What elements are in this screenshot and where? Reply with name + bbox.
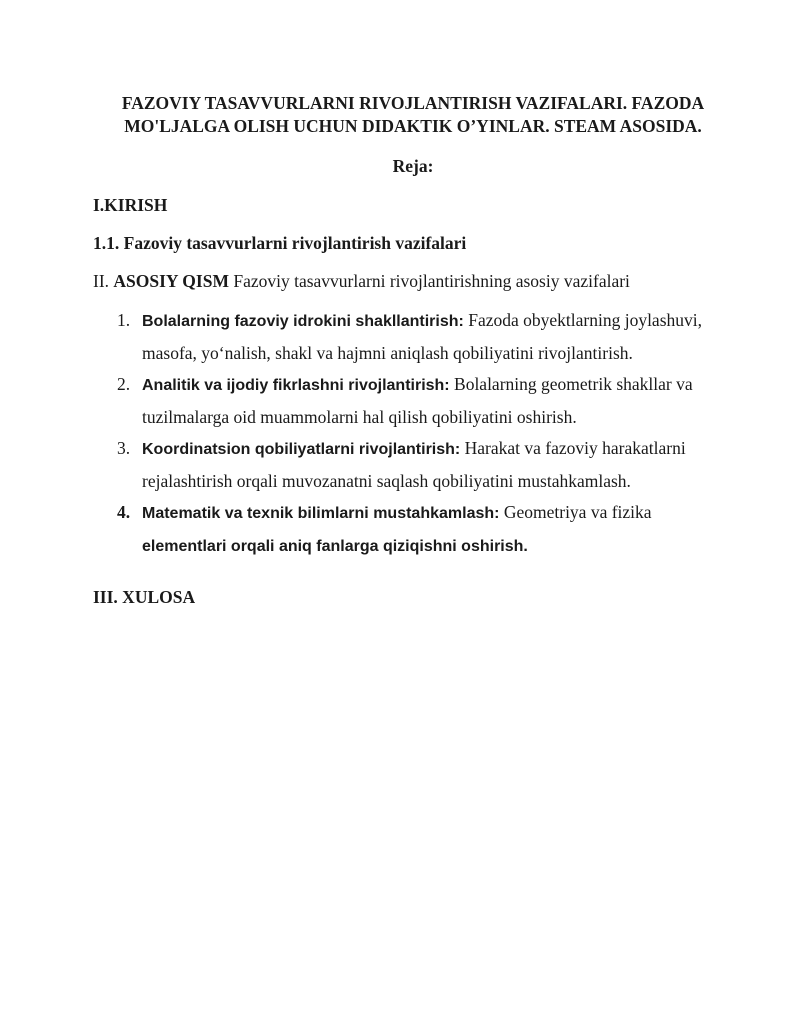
document-page — [93, 92, 733, 608]
section-2-rest: Fazoviy tasavvurlarni rivojlantirishning asosiy vazifalari — [233, 271, 630, 291]
subsection-1-1: 1.1. Fazoviy tasavvurlarni rivojlantirish vazifalari — [93, 233, 467, 253]
list-number: 1. — [117, 310, 131, 330]
list-number: 3. — [117, 438, 131, 458]
list-item-lead: Bolalarning fazoviy idrokini shakllantirish: — [142, 313, 464, 330]
list-number: 2. — [117, 374, 131, 394]
section-2-prefix: II. — [93, 271, 110, 291]
section-kirish: I.KIRISH — [93, 195, 168, 215]
section-xulosa: III. XULOSA — [93, 587, 196, 607]
list-item — [93, 369, 733, 433]
list-item — [93, 433, 733, 497]
list-item-text: Harakat va fazoviy harakatlarni rejalashtirish orqali muvozanatni saqlash qobiliyatini mustahkamlash. — [142, 438, 686, 491]
list-item-lead: Koordinatsion qobiliyatlarni rivojlantirish: — [142, 441, 461, 458]
title-line-1: FAZOVIY TASAVVURLARNI RIVOJLANTIRISH VAZIFALARI. FAZODA — [121, 93, 705, 113]
list-item — [93, 305, 733, 369]
title-line-2: MO'LJALGA OLISH UCHUN DIDAKTIK O’YINLAR. STEAM ASOSIDA. — [124, 116, 702, 136]
plan-label: Reja: — [392, 156, 434, 176]
task-list — [93, 305, 733, 562]
list-item-lead: Matematik va texnik bilimlarni mustahkamlash: — [142, 505, 500, 522]
list-item-tail: elementlari orqali aniq fanlarga qiziqishni oshirish. — [142, 537, 528, 555]
section-asosiy-qism — [93, 271, 733, 292]
list-item-text: Geometriya va fizika — [503, 502, 652, 522]
section-2-bold: ASOSIY QISM — [113, 271, 229, 291]
list-item — [93, 497, 733, 562]
document-title — [93, 92, 733, 138]
list-item-text: Bolalarning geometrik shakllar va tuzilmalarga oid muammolarni hal qilish qobiliyatini oshirish. — [142, 374, 693, 427]
list-item-text: Fazoda obyektlarning joylashuvi, masofa, yo‘nalish, shakl va hajmni aniqlash qobiliyatini rivojlantirish. — [142, 310, 702, 363]
list-item-lead: Analitik va ijodiy fikrlashni rivojlantirish: — [142, 377, 450, 394]
list-number: 4. — [117, 502, 131, 522]
